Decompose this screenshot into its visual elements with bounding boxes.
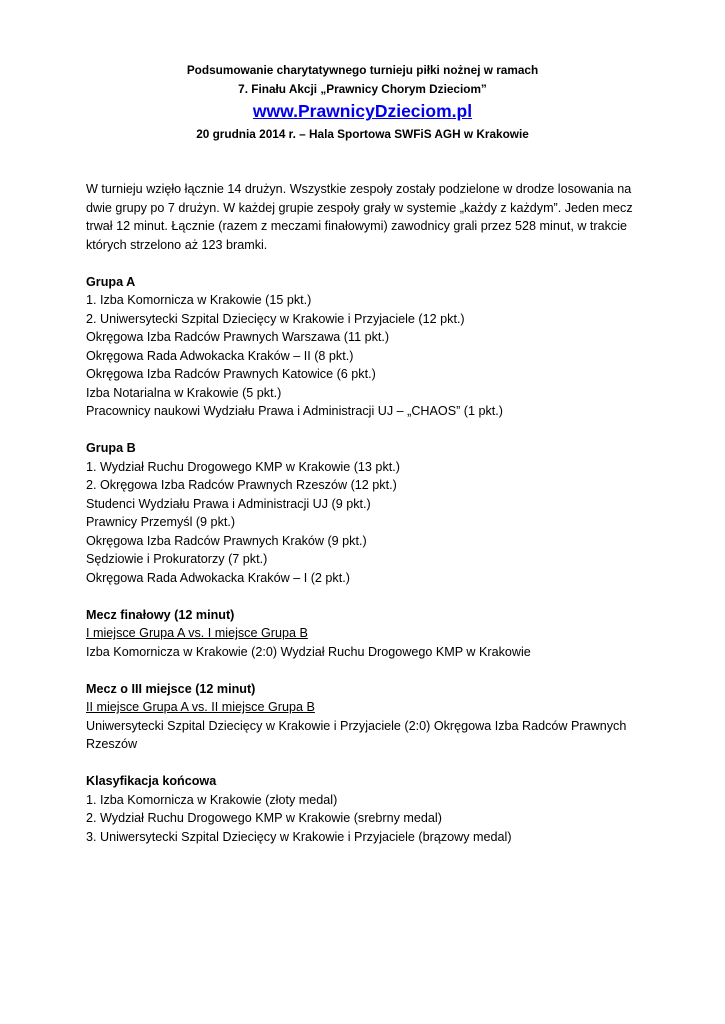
group-a-item: 1. Izba Komornicza w Krakowie (15 pkt.) [86, 293, 312, 308]
final-classification-title: Klasyfikacja końcowa [86, 774, 217, 789]
group-a-title: Grupa A [86, 274, 136, 289]
final-match-subtitle: I miejsce Grupa A vs. I miejsce Grupa B [86, 626, 308, 641]
website-link[interactable]: www.PrawnicyDzieciom.pl [252, 101, 473, 122]
final-classification-section [86, 772, 639, 846]
group-b-title: Grupa B [86, 441, 136, 456]
group-b-item: Prawnicy Przemyśl (9 pkt.) [86, 515, 236, 530]
group-a-item: Okręgowa Izba Radców Prawnych Warszawa (11 pkt.) [86, 330, 390, 345]
group-b-item: 1. Wydział Ruchu Drogowego KMP w Krakowie (13 pkt.) [86, 459, 400, 474]
final-match-result: Izba Komornicza w Krakowie (2:0) Wydział Ruchu Drogowego KMP w Krakowie [86, 644, 531, 659]
group-a-item: 2. Uniwersytecki Szpital Dziecięcy w Krakowie i Przyjaciele (12 pkt.) [86, 311, 465, 326]
document-header [86, 0, 639, 144]
classification-item: 3. Uniwersytecki Szpital Dziecięcy w Krakowie i Przyjaciele (brązowy medal) [86, 829, 512, 844]
event-dateline: 20 grudnia 2014 r. – Hala Sportowa SWFiS AGH w Krakowie [196, 127, 529, 142]
title-line-1: Podsumowanie charytatywnego turnieju piłki nożnej w ramach [186, 63, 539, 77]
group-b-item: Sędziowie i Prokuratorzy (7 pkt.) [86, 552, 268, 567]
group-a-item: Okręgowa Izba Radców Prawnych Katowice (6 pkt.) [86, 367, 376, 382]
third-place-subtitle: II miejsce Grupa A vs. II miejsce Grupa B [86, 700, 315, 715]
third-place-section [86, 680, 639, 754]
group-b-item: Okręgowa Rada Adwokacka Kraków – I (2 pkt.) [86, 570, 350, 585]
final-match-title: Mecz finałowy (12 minut) [86, 607, 235, 622]
group-a-section [86, 273, 639, 421]
third-place-result: Uniwersytecki Szpital Dziecięcy w Krakowie i Przyjaciele (2:0) Okręgowa Izba Radców Prawnych Rzeszów [86, 718, 627, 752]
group-b-item: Okręgowa Izba Radców Prawnych Kraków (9 pkt.) [86, 533, 367, 548]
group-b-item: 2. Okręgowa Izba Radców Prawnych Rzeszów (12 pkt.) [86, 478, 397, 493]
classification-item: 2. Wydział Ruchu Drogowego KMP w Krakowie (srebrny medal) [86, 811, 442, 826]
group-b-item: Studenci Wydziału Prawa i Administracji UJ (9 pkt.) [86, 496, 371, 511]
classification-item: 1. Izba Komornicza w Krakowie (złoty medal) [86, 792, 338, 807]
group-a-item: Izba Notarialna w Krakowie (5 pkt.) [86, 385, 282, 400]
group-b-section [86, 439, 639, 587]
group-a-item: Pracownicy naukowi Wydziału Prawa i Administracji UJ – „CHAOS” (1 pkt.) [86, 404, 504, 419]
intro-paragraph: W turnieju wzięło łącznie 14 drużyn. Wszystkie zespoły zostały podzielone w drodze losowania na dwie grupy po 7 drużyn. W każdej grupie zespoły grały w systemie „każdy z każdym”. Jeden mecz trwał 12 minut. Łącznie (razem z meczami finałowymi) zawodnicy grali przez 528 minut, w trakcie których strzelono aż 123 bramki. [86, 182, 633, 252]
group-a-item: Okręgowa Rada Adwokacka Kraków – II (8 pkt.) [86, 348, 354, 363]
title-line-2: 7. Finału Akcji „Prawnicy Chorym Dzieciom” [238, 81, 487, 96]
third-place-title: Mecz o III miejsce (12 minut) [86, 681, 256, 696]
final-match-section [86, 606, 639, 662]
